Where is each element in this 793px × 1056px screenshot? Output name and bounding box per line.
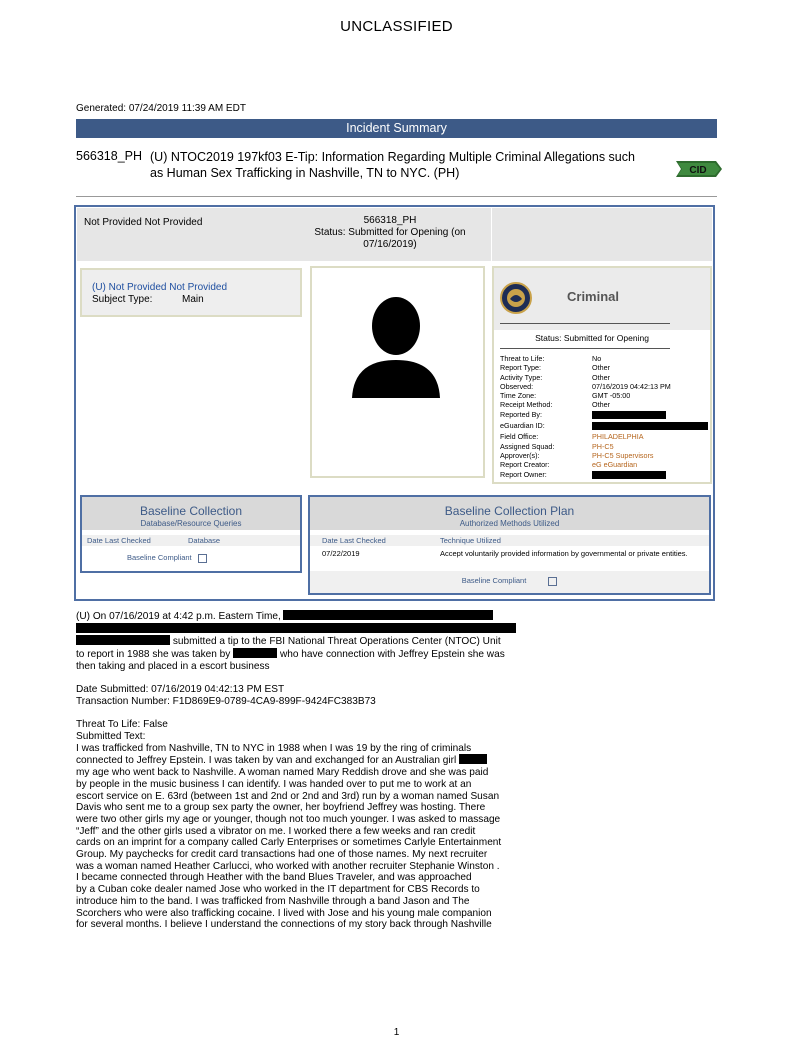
field-row	[500, 460, 702, 469]
submitted-text-label: Submitted Text:	[76, 731, 146, 742]
transaction-number: Transaction Number: F1D869E9-0789-4CA9-899F-9424FC383B73	[76, 695, 376, 707]
column-technique-utilized: Technique Utilized	[440, 536, 501, 545]
baseline-compliant-label: Baseline Compliant	[461, 576, 527, 585]
baseline-plan-title: Baseline Collection Plan	[444, 504, 575, 518]
spacer	[76, 673, 636, 685]
plan-date: 07/22/2019	[322, 549, 360, 558]
submitted-line: by a Cuban coke dealer named Jose who worked in the IT department for CBS Records to	[76, 884, 480, 896]
redacted-value	[592, 421, 702, 432]
baseline-compliant-left	[127, 553, 207, 563]
submitted-line: Davis who sent me to a group sex party the owner, her boyfriend Jeffrey was hosting. There	[76, 802, 486, 814]
report-status: Status: Submitted for Opening	[535, 333, 649, 343]
field-label: Report Type:	[500, 363, 542, 373]
narrative-line	[76, 623, 636, 636]
field-row	[500, 442, 702, 451]
narrative-text: (U) On 07/16/2019 at 4:42 p.m. Eastern Time,	[76, 611, 281, 622]
field-value: 07/16/2019 04:42:13 PM	[592, 381, 671, 391]
submitted-text: connected to Jeffrey Epstein. I was taken by van and exchanged for an Australian girl	[76, 755, 457, 767]
page-number: 1	[393, 1027, 400, 1038]
narrative-text: to report in 1988 she was taken by	[76, 649, 231, 661]
submitted-line: Group. My paychecks for credit card transactions had one of those names. My next recruiter	[76, 849, 488, 861]
submitted-line: I was trafficked from Nashville, TN to NYC in 1988 when I was 19 by the ring of criminals	[76, 742, 472, 754]
field-label: Report Creator:	[500, 460, 550, 470]
baseline-compliant-checkbox[interactable]	[198, 554, 207, 563]
date-submitted: Date Submitted: 07/16/2019 04:42:13 PM EST	[76, 684, 285, 696]
field-row	[500, 432, 702, 441]
submitted-line: Scorchers who were also trafficking cocaine. I lived with Jose and his young male companion	[76, 907, 492, 919]
spacer	[76, 708, 636, 720]
subject-type-label: Subject Type:	[92, 294, 153, 305]
column-date-last-checked: Date Last Checked	[322, 536, 386, 545]
cid-seal-icon	[500, 282, 532, 314]
incident-id: 566318_PH	[76, 149, 143, 163]
submitted-line	[76, 754, 636, 767]
title-divider	[76, 196, 717, 197]
submitted-line: my age who went back to Nashville. A woman named Mary Reddish drove and she was paid	[76, 767, 489, 779]
subject-name-link[interactable]: (U) Not Provided Not Provided	[92, 282, 228, 293]
cid-badge-icon	[676, 158, 722, 180]
redaction	[459, 754, 487, 764]
field-row	[500, 470, 702, 481]
redaction	[76, 635, 170, 645]
field-label: Activity Type:	[500, 372, 543, 382]
field-label: Reported By:	[500, 409, 542, 419]
field-value: PHILADELPHIA	[592, 432, 644, 442]
case-status: Status: Submitted for Opening (on 07/16/2019)	[314, 227, 466, 250]
baseline-collection-title: Baseline Collection	[139, 504, 243, 518]
submitted-line: were two other girls my age or younger, though not too much younger. I was asked to massage	[76, 813, 501, 825]
submitted-line: escort service on E. 63rd (between 1st and 2nd or 2nd and 3rd) run by a woman named Susan	[76, 790, 500, 802]
field-row	[500, 391, 702, 400]
field-label: eGuardian ID:	[500, 421, 545, 431]
field-row	[500, 363, 702, 372]
plan-technique: Accept voluntarily provided information by governmental or private entities.	[440, 549, 688, 558]
narrative-line	[76, 610, 636, 623]
submitted-line: was a woman named Heather Carlucci, who worked with another recruiter Stephanie Winston .	[76, 860, 500, 872]
submitted-line: I became connected through Heather with the band Blues Traveler, and was approached	[76, 872, 472, 884]
case-id: 566318_PH	[363, 215, 417, 226]
field-row	[500, 451, 702, 460]
field-label: Field Office:	[500, 432, 539, 442]
report-category: Criminal	[567, 289, 620, 304]
narrative-line	[76, 648, 636, 661]
narrative-line: then taking and placed in a escort business	[76, 660, 270, 672]
svg-text:CID: CID	[689, 165, 707, 176]
submitted-line: by people in the music business I can identify. I was handed over to put me to work at an	[76, 778, 472, 790]
submitted-line: “Jeff” and the other girls used a vibrator on me. I worked there a few weeks and ran credit	[76, 825, 476, 837]
classification-header: UNCLASSIFIED	[340, 18, 453, 35]
submitted-line: for several months. I believe I understand the connections of my story back through Nashville	[76, 919, 492, 931]
field-value: GMT -05:00	[592, 391, 631, 401]
field-label: Approver(s):	[500, 450, 540, 460]
field-row	[500, 410, 702, 421]
submitted-line: introduce him to the band. I was trafficked from Nashville through a band Jason and The	[76, 895, 470, 907]
info-divider-bottom	[500, 348, 670, 349]
field-value: No	[592, 354, 602, 363]
submitted-line: cards on an imprint for a company called Carly Enterprises or sometimes Carlyle Entertainment	[76, 837, 502, 849]
redaction	[283, 610, 493, 620]
baseline-collection-subtitle: Database/Resource Queries	[140, 519, 242, 528]
field-value: eG eGuardian	[592, 460, 638, 470]
redaction	[76, 623, 516, 633]
field-row	[500, 400, 702, 409]
field-row	[500, 382, 702, 391]
threat-to-life: Threat To Life: False	[76, 719, 168, 731]
redacted-value	[592, 470, 702, 481]
field-label: Threat to Life:	[500, 354, 545, 363]
field-row	[500, 373, 702, 382]
subject-photo	[310, 266, 485, 478]
field-label: Report Owner:	[500, 469, 547, 479]
narrative-text: submitted a tip to the FBI National Threat Operations Center (NTOC) Unit	[172, 636, 501, 648]
field-label: Assigned Squad:	[500, 441, 555, 451]
field-label: Time Zone:	[500, 391, 537, 401]
field-value: Other	[592, 363, 610, 373]
column-date-last-checked: Date Last Checked	[87, 536, 151, 545]
case-header	[300, 215, 480, 251]
incident-summary-banner: Incident Summary	[76, 119, 717, 138]
field-value: Other	[592, 400, 610, 410]
field-row	[500, 354, 702, 363]
info-divider-top	[500, 323, 670, 324]
tip-narrative	[76, 610, 636, 931]
field-value: Other	[592, 372, 610, 382]
redaction	[233, 648, 277, 658]
report-fields	[500, 354, 702, 481]
baseline-compliant-right	[310, 576, 709, 586]
person-silhouette-icon	[312, 268, 483, 476]
narrative-text: who have connection with Jeffrey Epstein she was	[279, 649, 505, 661]
baseline-plan-subtitle: Authorized Methods Utilized	[459, 519, 560, 528]
field-label: Observed:	[500, 381, 534, 391]
header-divider	[491, 208, 492, 261]
field-row	[500, 421, 702, 432]
column-database: Database	[188, 536, 221, 545]
redacted-value	[592, 410, 702, 421]
generated-timestamp: Generated: 07/24/2019 11:39 AM EDT	[76, 103, 246, 114]
field-label: Receipt Method:	[500, 400, 553, 410]
subject-type-value: Main	[182, 294, 204, 305]
baseline-compliant-label: Baseline Compliant	[127, 553, 192, 562]
baseline-compliant-checkbox[interactable]	[548, 577, 557, 586]
narrative-line	[76, 635, 636, 648]
field-value: PH-C5 Supervisors	[592, 450, 654, 460]
incident-title: (U) NTOC2019 197kf03 E-Tip: Information Regarding Multiple Criminal Allegations such as Human Sex Trafficking in Nashville, TN to NYC. (PH)	[150, 150, 635, 180]
subject-header-name: Not Provided Not Provided	[84, 217, 203, 228]
field-value: PH-C5	[592, 441, 614, 451]
